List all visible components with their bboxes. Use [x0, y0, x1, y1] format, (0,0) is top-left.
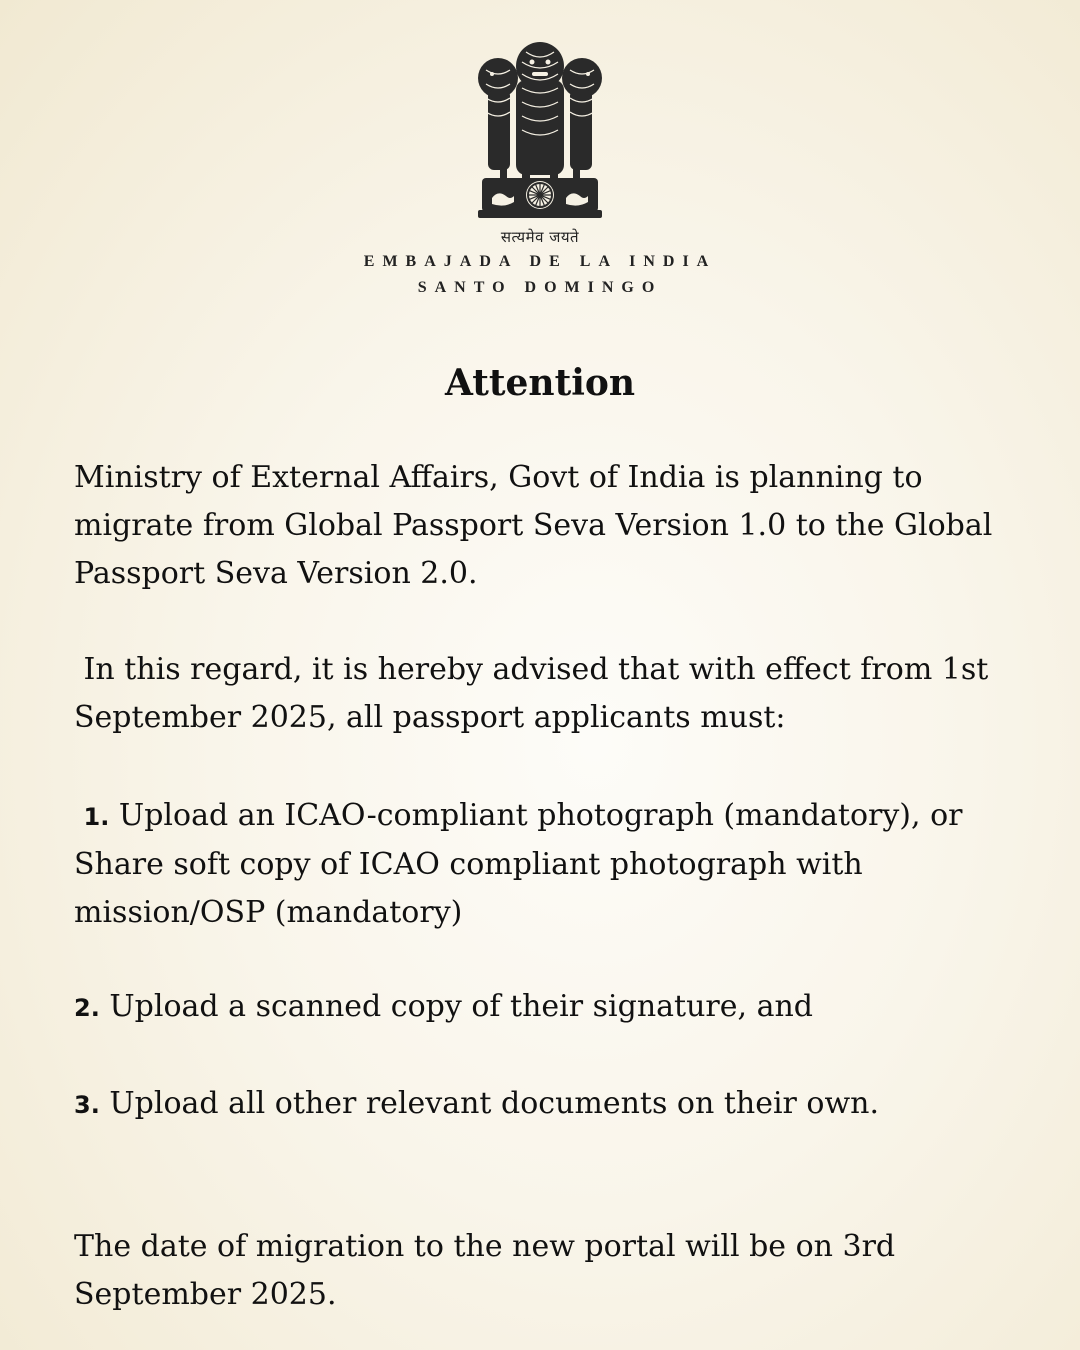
emblem-motto: सत्यमेव जयते: [500, 228, 580, 246]
embassy-name: EMBAJADA DE LA INDIA: [363, 253, 717, 270]
requirement-number: 2.: [74, 994, 100, 1022]
requirement-text: Upload all other relevant documents on their own.: [109, 1086, 880, 1121]
advice-paragraph: In this regard, it is hereby advised that with effect from 1st September 2025, all passport applicants must:: [74, 652, 998, 735]
page-title: Attention: [444, 362, 636, 404]
requirement-text: Upload a scanned copy of their signature, and: [109, 989, 813, 1024]
requirement-text: Upload an ICAO-compliant photograph (mandatory), or Share soft copy of ICAO compliant photograph with mission/OSP (mandatory): [74, 798, 963, 930]
requirement-item-2: [74, 983, 1014, 1032]
national-emblem-icon: [470, 40, 610, 225]
intro-paragraph: Ministry of External Affairs, Govt of India is planning to migrate from Global Passport Seva Version 1.0 to the Global Passport Seva Version 2.0.: [74, 460, 993, 591]
closing-paragraph: The date of migration to the new portal will be on 3rd September 2025.: [74, 1229, 896, 1312]
requirement-item-1: [74, 792, 1014, 937]
header: [0, 40, 1080, 297]
requirement-item-3: [74, 1080, 1014, 1129]
requirement-number: 1.: [83, 803, 110, 831]
embassy-city: SANTO DOMINGO: [417, 279, 663, 296]
requirement-number: 3.: [74, 1091, 100, 1119]
